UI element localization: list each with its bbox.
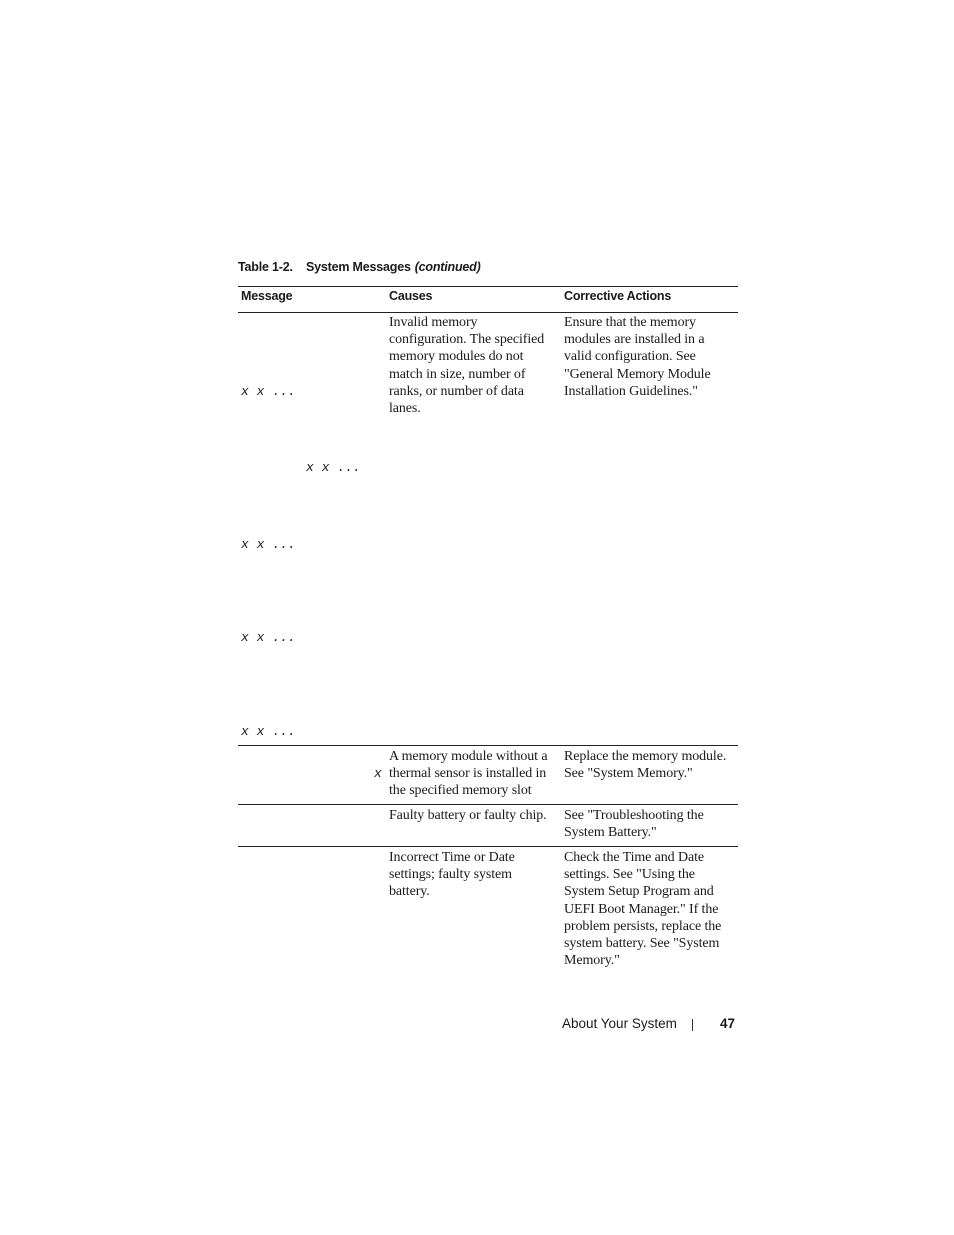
- footer-separator: [692, 1019, 693, 1031]
- message-fragment: x x ...: [241, 384, 296, 399]
- row-4-causes: Incorrect Time or Date settings; faulty system battery.: [389, 850, 515, 900]
- row-divider: [238, 804, 738, 805]
- row-divider: [238, 745, 738, 746]
- page-number: 47: [720, 1016, 736, 1031]
- row-1-causes: Invalid memory configuration. The specified memory modules do not match in size, number of ranks, or number of data lanes.: [389, 315, 545, 417]
- column-header-causes: Causes: [389, 289, 433, 303]
- row-1-actions: Ensure that the memory modules are installed in a valid configuration. See "General Memory Module Installation Guidelines.": [564, 315, 711, 399]
- row-4-actions: Check the Time and Date settings. See "Using the System Setup Program and UEFI Boot Manager." If the problem persists, replace the system battery. See "System Memory.": [564, 850, 722, 969]
- row-divider: [238, 846, 738, 847]
- row-2-causes: A memory module without a thermal sensor is installed in the specified memory slot: [389, 749, 548, 799]
- table-continued-label: (continued): [414, 260, 481, 274]
- footer-section-title: About Your System: [562, 1016, 677, 1031]
- table-title: System Messages: [306, 260, 411, 274]
- message-fragment: x x ...: [241, 724, 296, 739]
- message-fragment: x x ...: [306, 460, 361, 475]
- column-header-message: Message: [241, 289, 293, 303]
- table-top-rule: [238, 286, 738, 287]
- row-2-actions: Replace the memory module. See "System Memory.": [564, 749, 727, 782]
- row-3-actions: See "Troubleshooting the System Battery.": [564, 808, 704, 841]
- column-header-actions: Corrective Actions: [564, 289, 672, 303]
- message-fragment: x x ...: [241, 537, 296, 552]
- table-caption: [238, 260, 481, 274]
- row-3-causes: Faulty battery or faulty chip.: [389, 808, 547, 823]
- header-bottom-rule: [238, 312, 738, 313]
- table-number: Table 1-2.: [238, 260, 293, 274]
- message-fragment: x x ...: [241, 630, 296, 645]
- message-fragment: x: [374, 766, 382, 781]
